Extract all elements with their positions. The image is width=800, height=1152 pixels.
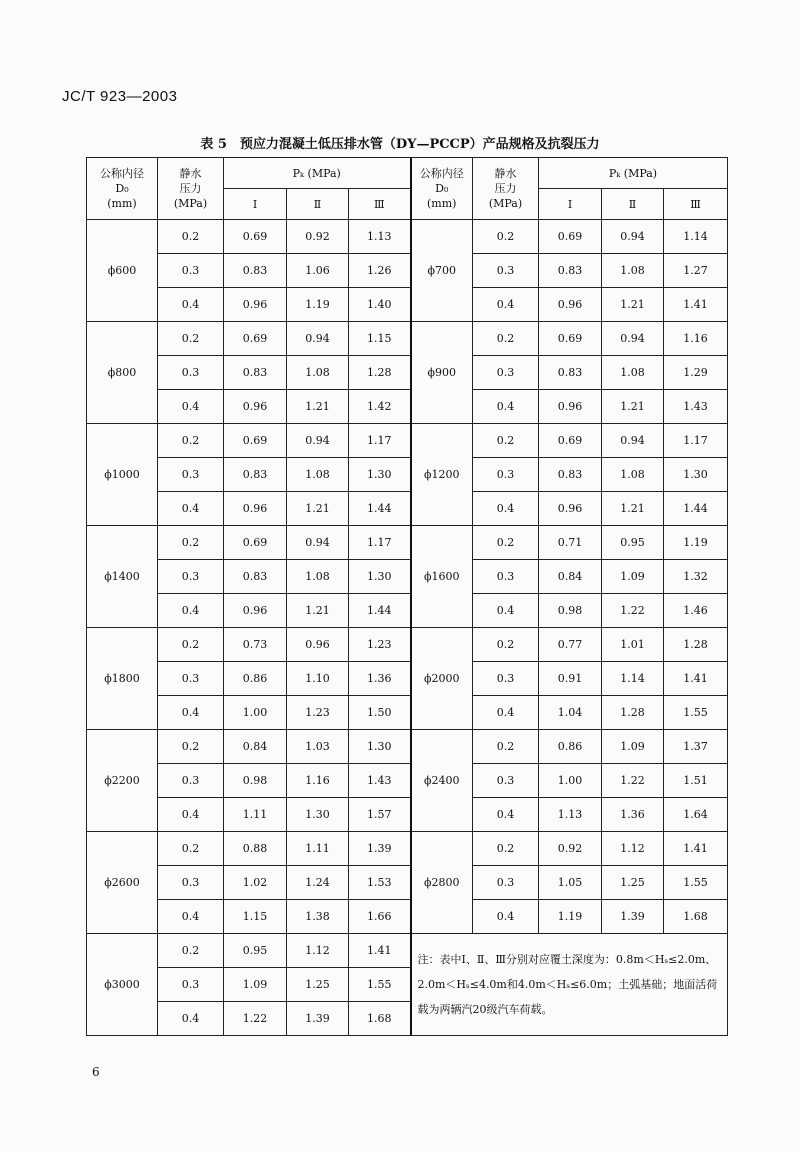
pk-value-cell: 1.30 bbox=[664, 458, 728, 492]
pressure-cell: 0.4 bbox=[473, 288, 539, 322]
pressure-cell: 0.3 bbox=[473, 560, 539, 594]
pressure-cell: 0.3 bbox=[158, 254, 224, 288]
pk-value-cell: 1.00 bbox=[224, 696, 287, 730]
header-line: 公称内径 bbox=[100, 167, 144, 180]
table-row bbox=[87, 254, 728, 288]
pk-value-cell: 1.06 bbox=[287, 254, 349, 288]
pk-value-cell: 1.22 bbox=[224, 1002, 287, 1036]
table-row bbox=[87, 730, 728, 764]
header-line: (mm) bbox=[107, 197, 137, 210]
spec-table bbox=[86, 157, 728, 1036]
table-row bbox=[87, 900, 728, 934]
pressure-cell: 0.3 bbox=[158, 764, 224, 798]
pk-value-cell: 1.17 bbox=[349, 424, 411, 458]
pk-value-cell: 1.21 bbox=[287, 390, 349, 424]
table-row bbox=[87, 458, 728, 492]
table-row bbox=[87, 594, 728, 628]
header-line: (MPa) bbox=[488, 197, 523, 210]
pressure-cell: 0.4 bbox=[158, 594, 224, 628]
pk-value-cell: 0.95 bbox=[602, 526, 664, 560]
pk-value-cell: 1.21 bbox=[287, 492, 349, 526]
pk-value-cell: 0.92 bbox=[287, 220, 349, 254]
pk-value-cell: 1.08 bbox=[287, 356, 349, 390]
pk-value-cell: 1.22 bbox=[602, 764, 664, 798]
table-row bbox=[87, 390, 728, 424]
pressure-cell: 0.2 bbox=[473, 526, 539, 560]
pk-value-cell: 1.43 bbox=[349, 764, 411, 798]
pk-value-cell: 1.02 bbox=[224, 866, 287, 900]
pk-value-cell: 1.23 bbox=[287, 696, 349, 730]
pk-value-cell: 1.21 bbox=[602, 390, 664, 424]
table-row bbox=[87, 628, 728, 662]
pk-value-cell: 0.69 bbox=[224, 322, 287, 356]
pk-value-cell: 1.41 bbox=[664, 288, 728, 322]
pk-value-cell: 1.28 bbox=[664, 628, 728, 662]
pk-value-cell: 1.55 bbox=[349, 968, 411, 1002]
class-header: Ⅲ bbox=[349, 189, 411, 220]
pressure-cell: 0.3 bbox=[473, 662, 539, 696]
diameter-cell: ϕ700 bbox=[411, 220, 473, 322]
pk-value-cell: 1.19 bbox=[287, 288, 349, 322]
pk-value-cell: 1.32 bbox=[664, 560, 728, 594]
table-row bbox=[87, 322, 728, 356]
pk-value-cell: 1.41 bbox=[664, 662, 728, 696]
pressure-cell: 0.4 bbox=[158, 900, 224, 934]
diameter-cell: ϕ3000 bbox=[87, 934, 158, 1036]
pk-value-cell: 0.86 bbox=[224, 662, 287, 696]
table-row bbox=[87, 492, 728, 526]
pk-value-cell: 1.12 bbox=[602, 832, 664, 866]
pk-value-cell: 1.42 bbox=[349, 390, 411, 424]
pk-value-cell: 0.83 bbox=[224, 356, 287, 390]
table-row bbox=[87, 526, 728, 560]
pk-value-cell: 1.11 bbox=[224, 798, 287, 832]
pk-value-cell: 1.44 bbox=[349, 492, 411, 526]
pk-value-cell: 1.03 bbox=[287, 730, 349, 764]
pk-value-cell: 0.69 bbox=[224, 526, 287, 560]
pk-value-cell: 1.08 bbox=[287, 560, 349, 594]
pressure-cell: 0.3 bbox=[158, 356, 224, 390]
pk-value-cell: 1.40 bbox=[349, 288, 411, 322]
pressure-cell: 0.2 bbox=[158, 934, 224, 968]
diameter-cell: ϕ1800 bbox=[87, 628, 158, 730]
header-row bbox=[87, 158, 728, 189]
pressure-cell: 0.3 bbox=[158, 968, 224, 1002]
pk-value-cell: 0.94 bbox=[602, 322, 664, 356]
diameter-cell: ϕ2200 bbox=[87, 730, 158, 832]
diameter-cell: ϕ2000 bbox=[411, 628, 473, 730]
pressure-cell: 0.2 bbox=[473, 628, 539, 662]
diameter-header bbox=[87, 158, 158, 220]
standard-number: JC/T 923—2003 bbox=[62, 88, 178, 105]
pk-header: Pₖ (MPa) bbox=[224, 158, 411, 189]
pk-value-cell: 1.25 bbox=[602, 866, 664, 900]
table-row bbox=[87, 424, 728, 458]
pk-value-cell: 1.13 bbox=[349, 220, 411, 254]
table-title: 表 5 预应力混凝土低压排水管（DY—PCCP）产品规格及抗裂压力 bbox=[200, 137, 600, 152]
pressure-cell: 0.3 bbox=[473, 356, 539, 390]
pressure-cell: 0.2 bbox=[158, 628, 224, 662]
pk-value-cell: 1.01 bbox=[602, 628, 664, 662]
class-header: Ⅰ bbox=[224, 189, 287, 220]
pressure-cell: 0.3 bbox=[473, 254, 539, 288]
pk-value-cell: 1.14 bbox=[664, 220, 728, 254]
diameter-cell: ϕ900 bbox=[411, 322, 473, 424]
pk-value-cell: 1.26 bbox=[349, 254, 411, 288]
pressure-cell: 0.2 bbox=[473, 220, 539, 254]
pk-value-cell: 0.69 bbox=[224, 424, 287, 458]
pk-value-cell: 1.24 bbox=[287, 866, 349, 900]
pk-value-cell: 0.96 bbox=[539, 288, 602, 322]
pressure-cell: 0.4 bbox=[158, 798, 224, 832]
pk-value-cell: 1.44 bbox=[664, 492, 728, 526]
pk-value-cell: 0.83 bbox=[224, 560, 287, 594]
pk-value-cell: 1.09 bbox=[224, 968, 287, 1002]
pk-value-cell: 1.55 bbox=[664, 696, 728, 730]
pk-value-cell: 1.28 bbox=[602, 696, 664, 730]
pk-value-cell: 1.66 bbox=[349, 900, 411, 934]
pk-value-cell: 1.19 bbox=[664, 526, 728, 560]
pk-value-cell: 1.30 bbox=[349, 458, 411, 492]
pk-value-cell: 1.55 bbox=[664, 866, 728, 900]
pk-value-cell: 1.00 bbox=[539, 764, 602, 798]
pressure-cell: 0.3 bbox=[158, 560, 224, 594]
pk-value-cell: 1.64 bbox=[664, 798, 728, 832]
pk-value-cell: 1.09 bbox=[602, 560, 664, 594]
pk-value-cell: 1.68 bbox=[664, 900, 728, 934]
pressure-cell: 0.2 bbox=[473, 424, 539, 458]
pk-value-cell: 1.08 bbox=[602, 254, 664, 288]
pk-value-cell: 1.44 bbox=[349, 594, 411, 628]
pressure-cell: 0.2 bbox=[158, 424, 224, 458]
pk-value-cell: 0.77 bbox=[539, 628, 602, 662]
pk-value-cell: 0.84 bbox=[539, 560, 602, 594]
pk-value-cell: 1.57 bbox=[349, 798, 411, 832]
pk-value-cell: 1.30 bbox=[287, 798, 349, 832]
pk-value-cell: 1.36 bbox=[349, 662, 411, 696]
pk-value-cell: 1.16 bbox=[287, 764, 349, 798]
pressure-cell: 0.3 bbox=[473, 866, 539, 900]
pressure-cell: 0.2 bbox=[158, 730, 224, 764]
pk-value-cell: 1.12 bbox=[287, 934, 349, 968]
table-note: 注：表中Ⅰ、Ⅱ、Ⅲ分别对应覆土深度为：0.8m＜Hₛ≤2.0m、2.0m＜Hₛ≤4.0m和4.0m＜Hₛ≤6.0m；土弧基础；地面活荷载为两辆汽20级汽车荷载。 bbox=[411, 934, 728, 1036]
pk-value-cell: 0.83 bbox=[224, 254, 287, 288]
table-row bbox=[87, 934, 728, 968]
pressure-cell: 0.2 bbox=[473, 322, 539, 356]
header-line: D₀ bbox=[115, 182, 129, 195]
pk-value-cell: 0.69 bbox=[539, 424, 602, 458]
table-row bbox=[87, 560, 728, 594]
pk-value-cell: 0.94 bbox=[287, 322, 349, 356]
pk-value-cell: 1.11 bbox=[287, 832, 349, 866]
pk-value-cell: 1.14 bbox=[602, 662, 664, 696]
pressure-cell: 0.3 bbox=[158, 458, 224, 492]
diameter-cell: ϕ1200 bbox=[411, 424, 473, 526]
pk-value-cell: 0.71 bbox=[539, 526, 602, 560]
pk-value-cell: 0.98 bbox=[224, 764, 287, 798]
pk-value-cell: 1.28 bbox=[349, 356, 411, 390]
header-line: D₀ bbox=[435, 182, 449, 195]
pressure-cell: 0.2 bbox=[473, 832, 539, 866]
pk-value-cell: 1.21 bbox=[602, 288, 664, 322]
pk-value-cell: 1.41 bbox=[349, 934, 411, 968]
pk-value-cell: 0.95 bbox=[224, 934, 287, 968]
pk-value-cell: 0.86 bbox=[539, 730, 602, 764]
pk-value-cell: 1.30 bbox=[349, 560, 411, 594]
header-line: 公称内径 bbox=[419, 167, 464, 180]
diameter-cell: ϕ800 bbox=[87, 322, 158, 424]
pk-value-cell: 0.83 bbox=[539, 356, 602, 390]
pressure-cell: 0.4 bbox=[473, 594, 539, 628]
table-row bbox=[87, 356, 728, 390]
pressure-cell: 0.3 bbox=[158, 866, 224, 900]
pk-value-cell: 0.84 bbox=[224, 730, 287, 764]
pk-value-cell: 0.96 bbox=[287, 628, 349, 662]
table-row bbox=[87, 798, 728, 832]
table-row bbox=[87, 696, 728, 730]
pk-value-cell: 1.37 bbox=[664, 730, 728, 764]
pressure-cell: 0.3 bbox=[158, 662, 224, 696]
pk-value-cell: 0.92 bbox=[539, 832, 602, 866]
pressure-cell: 0.3 bbox=[473, 458, 539, 492]
pk-value-cell: 0.94 bbox=[602, 220, 664, 254]
class-header: Ⅱ bbox=[287, 189, 349, 220]
pk-value-cell: 0.69 bbox=[539, 322, 602, 356]
header-line: 静水 bbox=[179, 167, 202, 180]
pk-value-cell: 0.94 bbox=[287, 424, 349, 458]
pressure-cell: 0.2 bbox=[158, 832, 224, 866]
pk-value-cell: 1.30 bbox=[349, 730, 411, 764]
diameter-cell: ϕ2800 bbox=[411, 832, 473, 934]
pk-value-cell: 0.96 bbox=[224, 594, 287, 628]
pk-value-cell: 1.53 bbox=[349, 866, 411, 900]
class-header: Ⅰ bbox=[539, 189, 602, 220]
pk-value-cell: 1.17 bbox=[349, 526, 411, 560]
table-row bbox=[87, 866, 728, 900]
pk-value-cell: 1.08 bbox=[287, 458, 349, 492]
pressure-cell: 0.4 bbox=[473, 900, 539, 934]
pk-value-cell: 1.39 bbox=[287, 1002, 349, 1036]
pk-value-cell: 1.50 bbox=[349, 696, 411, 730]
pk-value-cell: 1.25 bbox=[287, 968, 349, 1002]
pk-value-cell: 1.36 bbox=[602, 798, 664, 832]
pk-value-cell: 1.46 bbox=[664, 594, 728, 628]
pk-value-cell: 1.04 bbox=[539, 696, 602, 730]
pk-value-cell: 1.41 bbox=[664, 832, 728, 866]
pressure-header bbox=[158, 158, 224, 220]
pk-value-cell: 1.43 bbox=[664, 390, 728, 424]
pk-value-cell: 1.39 bbox=[349, 832, 411, 866]
diameter-cell: ϕ1600 bbox=[411, 526, 473, 628]
pk-value-cell: 1.10 bbox=[287, 662, 349, 696]
diameter-cell: ϕ1000 bbox=[87, 424, 158, 526]
pk-value-cell: 1.38 bbox=[287, 900, 349, 934]
pressure-cell: 0.2 bbox=[158, 526, 224, 560]
pk-value-cell: 0.83 bbox=[539, 254, 602, 288]
pk-value-cell: 0.94 bbox=[602, 424, 664, 458]
pk-value-cell: 1.09 bbox=[602, 730, 664, 764]
diameter-cell: ϕ2600 bbox=[87, 832, 158, 934]
pk-value-cell: 1.15 bbox=[224, 900, 287, 934]
pressure-cell: 0.4 bbox=[473, 696, 539, 730]
pressure-cell: 0.2 bbox=[158, 322, 224, 356]
table-row bbox=[87, 220, 728, 254]
pressure-cell: 0.2 bbox=[158, 220, 224, 254]
table-row bbox=[87, 288, 728, 322]
pressure-cell: 0.2 bbox=[473, 730, 539, 764]
pk-value-cell: 1.29 bbox=[664, 356, 728, 390]
pk-value-cell: 1.21 bbox=[287, 594, 349, 628]
pk-value-cell: 0.98 bbox=[539, 594, 602, 628]
pk-value-cell: 0.69 bbox=[539, 220, 602, 254]
table-row bbox=[87, 662, 728, 696]
pk-value-cell: 0.83 bbox=[539, 458, 602, 492]
pk-value-cell: 1.27 bbox=[664, 254, 728, 288]
pk-value-cell: 1.19 bbox=[539, 900, 602, 934]
pk-value-cell: 0.88 bbox=[224, 832, 287, 866]
pk-value-cell: 0.96 bbox=[539, 492, 602, 526]
pressure-header bbox=[473, 158, 539, 220]
pressure-cell: 0.4 bbox=[158, 1002, 224, 1036]
pk-value-cell: 0.96 bbox=[539, 390, 602, 424]
diameter-cell: ϕ2400 bbox=[411, 730, 473, 832]
header-line: 静水 bbox=[494, 167, 517, 180]
header-line: 压力 bbox=[494, 182, 517, 195]
pk-value-cell: 1.21 bbox=[602, 492, 664, 526]
page-number: 6 bbox=[92, 1065, 100, 1079]
pk-value-cell: 1.17 bbox=[664, 424, 728, 458]
pressure-cell: 0.3 bbox=[473, 764, 539, 798]
diameter-header bbox=[411, 158, 473, 220]
diameter-cell: ϕ600 bbox=[87, 220, 158, 322]
class-header: Ⅲ bbox=[664, 189, 728, 220]
pk-value-cell: 1.68 bbox=[349, 1002, 411, 1036]
pressure-cell: 0.4 bbox=[158, 288, 224, 322]
class-header: Ⅱ bbox=[602, 189, 664, 220]
pressure-cell: 0.4 bbox=[158, 390, 224, 424]
pk-value-cell: 0.94 bbox=[287, 526, 349, 560]
pk-value-cell: 1.22 bbox=[602, 594, 664, 628]
pk-value-cell: 0.69 bbox=[224, 220, 287, 254]
pk-value-cell: 1.51 bbox=[664, 764, 728, 798]
pk-value-cell: 0.96 bbox=[224, 492, 287, 526]
pk-value-cell: 1.16 bbox=[664, 322, 728, 356]
table-row bbox=[87, 764, 728, 798]
pk-value-cell: 0.91 bbox=[539, 662, 602, 696]
pk-value-cell: 1.39 bbox=[602, 900, 664, 934]
pk-value-cell: 0.96 bbox=[224, 288, 287, 322]
pk-value-cell: 1.23 bbox=[349, 628, 411, 662]
pressure-cell: 0.4 bbox=[473, 492, 539, 526]
pk-value-cell: 1.08 bbox=[602, 356, 664, 390]
diameter-cell: ϕ1400 bbox=[87, 526, 158, 628]
header-line: (mm) bbox=[427, 197, 457, 210]
pressure-cell: 0.4 bbox=[158, 696, 224, 730]
pk-value-cell: 0.96 bbox=[224, 390, 287, 424]
pk-header: Pₖ (MPa) bbox=[539, 158, 728, 189]
pk-value-cell: 1.13 bbox=[539, 798, 602, 832]
pressure-cell: 0.4 bbox=[473, 390, 539, 424]
pressure-cell: 0.4 bbox=[473, 798, 539, 832]
pk-value-cell: 0.73 bbox=[224, 628, 287, 662]
pk-value-cell: 0.83 bbox=[224, 458, 287, 492]
pk-value-cell: 1.05 bbox=[539, 866, 602, 900]
header-line: 压力 bbox=[179, 182, 202, 195]
pk-value-cell: 1.15 bbox=[349, 322, 411, 356]
pressure-cell: 0.4 bbox=[158, 492, 224, 526]
pk-value-cell: 1.08 bbox=[602, 458, 664, 492]
header-line: (MPa) bbox=[173, 197, 208, 210]
table-row bbox=[87, 832, 728, 866]
